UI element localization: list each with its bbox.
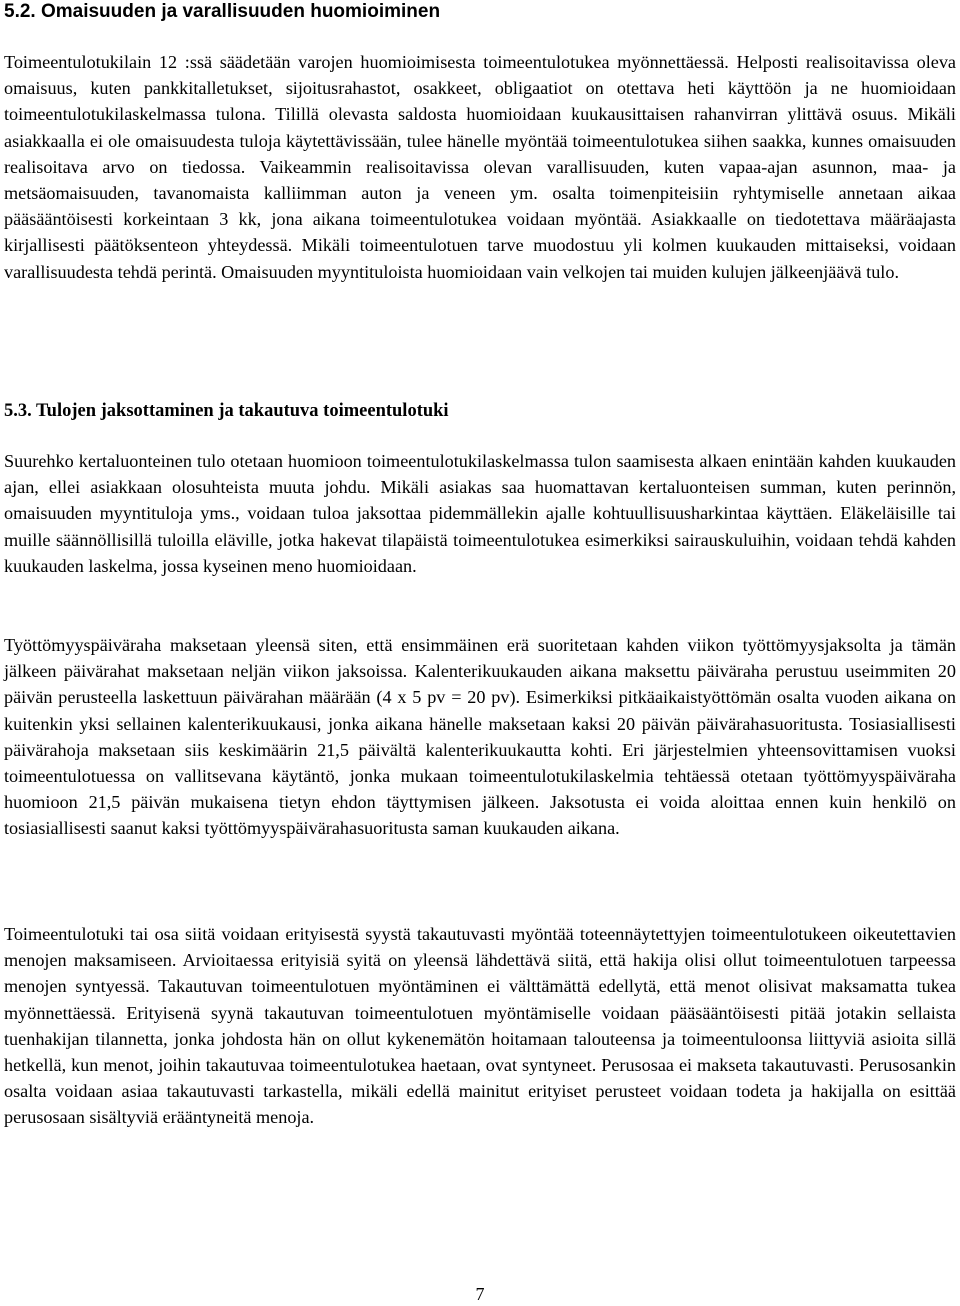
section-heading-5-3: 5.3. Tulojen jaksottaminen ja takautuva toimeentulotuki [4,401,449,421]
paragraph-retroactive-support: Toimeentulotuki tai osa siitä voidaan erityisestä syystä takautuvasti myöntää toteennäytettyjen toimeentulotukeen oikeutettavien menojen maksamiseen. Arvioitaessa erityisiä syitä on yleensä lähdettävä siitä, että hakija olisi ollut toimeentulotuen tarpeessa menojen syntyessä. Takautuvan toimeentulotuen myöntäminen ei välttämättä edellytä, että menot olisivat maksamatta tukea myönnettäessä. Erityisenä syynä takautuvan toimeentulotuen myöntämiselle voidaan pääsääntöisesti pitää jotakin sellaista tuenhakijan tilannetta, jonka johdosta hän on ollut kykenemätön hoitamaan talouteensa ja toimeentuloonsa liittyviä asioita sillä hetkellä, kun menot, joihin takautuvaa toimeentulotukea haetaan, ovat syntyneet. Perusosaa ei makseta takautuvasti. Perusosankin osalta voidaan asiaa takautuvasti tarkastella, mikäli edellä mainitut erityiset perusteet voidaan todeta ja hakijalla on esittää perusosaan sisältyviä erääntyneitä menoja. [4,924,956,1128]
page-number: 7 [475,1284,485,1304]
section-heading-5-2: 5.2. Omaisuuden ja varallisuuden huomioiminen [4,1,441,22]
paragraph-unemployment-allowance: Työttömyyspäiväraha maksetaan yleensä siten, että ensimmäinen erä suoritetaan kahden viikon työttömyysjaksolta ja tämän jälkeen päivärahat maksetaan neljän viikon jaksoissa. Kalenterikuukauden aikana maksettu päiväraha perustuu useimmiten 20 päivän perusteella laskettuun päivärahan määrään (4 x 5 pv = 20 pv). Esimerkiksi pitkäaikaistyöttömän osalta vuoden aikana on kuitenkin yksi sellainen kalenterikuukausi, jonka aikana hänelle maksetaan kaksi 20 päivän päivärahasuoritusta. Tosiasiallisesti päivärahoja maksetaan siis keskimäärin 21,5 päivältä kalenterikuukautta kohti. Eri järjestelmien yhteensovittamisen vuoksi toimeentulotuessa on vallitsevana käytäntö, jonka mukaan toimeentulotukilaskelmia tehtäessä otetaan työttömyyspäiväraha huomioon 21,5 päivän mukaisena tietyn ehdon täyttymisen jälkeen. Jaksotusta ei voida aloittaa ennen kuin henkilö on tosiasiallisesti saanut kaksi työttömyyspäivärahasuoritusta saman kuukauden aikana. [4,635,956,839]
paragraph-income-periodization: Suurehko kertaluonteinen tulo otetaan huomioon toimeentulotukilaskelmassa tulon saamisesta alkaen enintään kahden kuukauden ajan, ellei asiakkaan olosuhteista muuta johdu. Mikäli asiakas saa huomattavan kertaluonteisen summan, kuten perinnön, omaisuuden myyntituloja yms., voidaan tuloa jaksottaa pidemmällekin ajalle kohtuullisuusharkintaa käyttäen. Eläkeläisille tai muille säännöllisillä tuloilla eläville, jotka hakevat tilapäistä toimeentulotukea esimerkiksi sairauskuluihin, voidaan tehdä kahden kuukauden laskelma, jossa kyseinen meno huomioidaan. [4,451,956,576]
paragraph-assets: Toimeentulotukilain 12 :ssä säädetään varojen huomioimisesta toimeentulotukea myönnettäessä. Helposti realisoitavissa oleva omaisuus, kuten pankkitalletukset, sijoitusrahastot, osakkeet, obligaatiot on otettava heti käyttöön ja ne huomioidaan toimeentulotukilaskelmassa tulona. Tilillä olevasta saldosta huomioidaan kuukausittaisen rahanvirran ylittävä osuus. Mikäli asiakkaalla ei ole omaisuudesta tuloja käytettävissään, tulee hänelle myöntää toimeentulotukea siihen saakka, kunnes omaisuuden realisoitava arvo on tiedossa. Vaikeammin realisoitavissa olevan varallisuuden, kuten vapaa-ajan asunnon, maa- ja metsäomaisuuden, tavanomaista kalliimman auton ja veneen ym. osalta toimenpiteisiin ryhtymiselle annetaan aikaa pääsääntöisesti korkeintaan 3 kk, jona aikana toimeentulotukea voidaan myöntää. Asiakkaalle on tiedotettava määräajasta kirjallisesti päätöksenteon yhteydessä. Mikäli toimeentulotuen tarve muodostuu yli kolmen kuukauden mittaiseksi, voidaan varallisuudesta tehdä perintä. Omaisuuden myyntituloista huomioidaan vain velkojen tai muiden kulujen jälkeenjäävä tulo. [4,52,956,282]
